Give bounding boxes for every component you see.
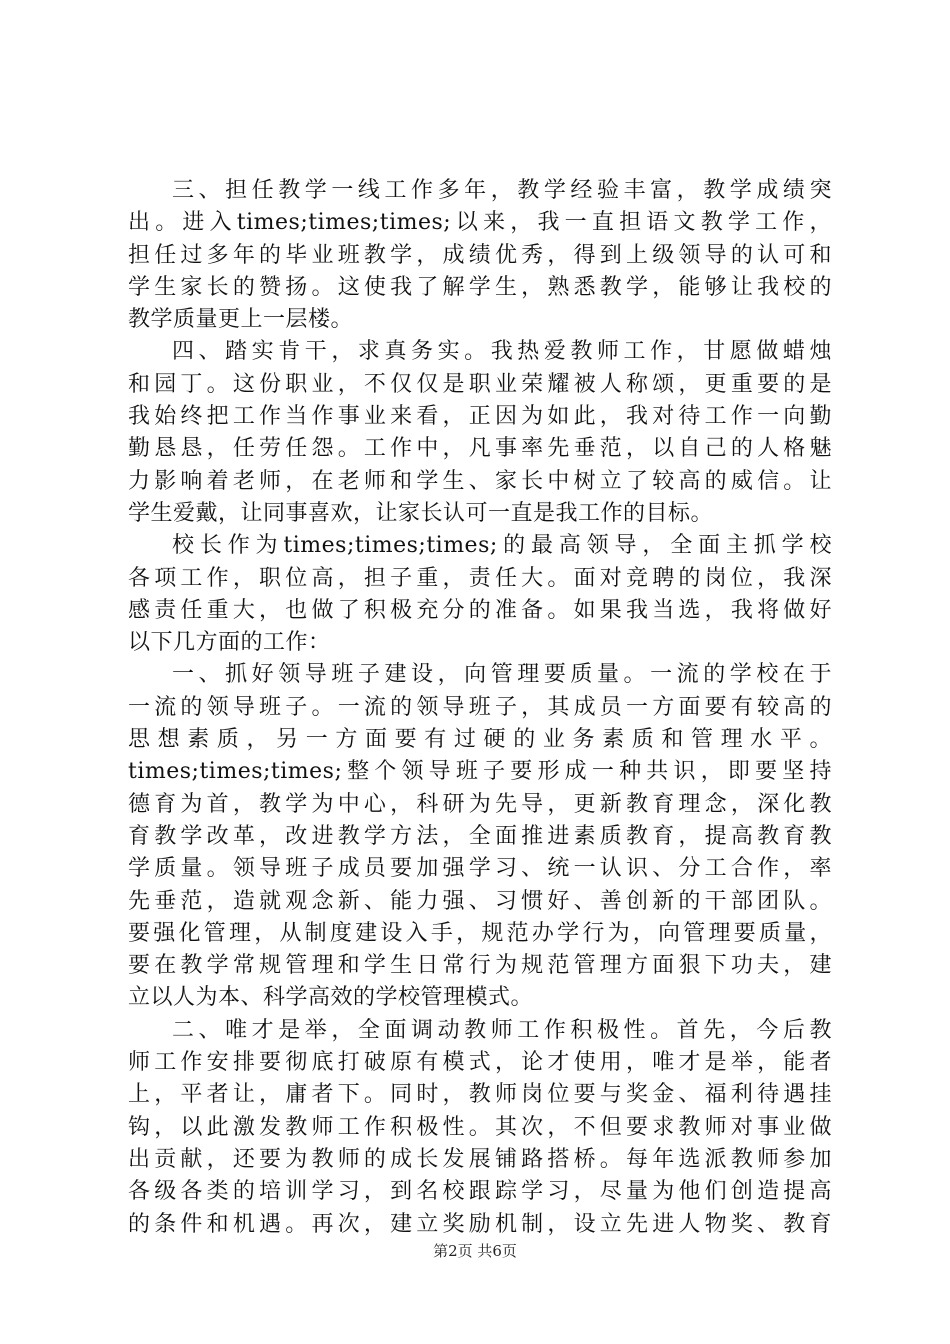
text-line: 教学质量更上一层楼。 bbox=[128, 307, 354, 333]
text-line: 思想素质，另一方面要有过硬的业务素质和管理水平。 bbox=[128, 727, 832, 753]
text-line: 学生家长的赞扬。这使我了解学生，熟悉教学，能够让我校的 bbox=[128, 274, 832, 300]
text-line: 一、抓好领导班子建设，向管理要质量。一流的学校在于 bbox=[172, 662, 832, 688]
text-line: 德育为首，教学为中心，科研为先导，更新教育理念，深化教 bbox=[128, 791, 832, 817]
text-line: 上，平者让，庸者下。同时，教师岗位要与奖金、福利待遇挂 bbox=[128, 1082, 832, 1108]
text-line: 力影响着老师，在老师和学生、家长中树立了较高的威信。让 bbox=[128, 468, 832, 494]
text-line: 各项工作，职位高，担子重，责任大。面对竞聘的岗位，我深 bbox=[128, 565, 832, 591]
text-line: 钩，以此激发教师工作积极性。其次，不但要求教师对事业做 bbox=[128, 1114, 832, 1140]
text-line: 担任过多年的毕业班教学，成绩优秀，得到上级领导的认可和 bbox=[128, 242, 832, 268]
text-line: 三、担任教学一线工作多年，教学经验丰富，教学成绩突 bbox=[172, 178, 832, 203]
text-line: 我始终把工作当作事业来看，正因为如此，我对待工作一向勤 bbox=[128, 404, 832, 430]
text-line: 出贡献，还要为教师的成长发展铺路搭桥。每年选派教师参加 bbox=[128, 1146, 832, 1172]
text-line: 校长作为times;times;times;的最高领导，全面主抓学校 bbox=[172, 533, 832, 559]
text-line: 立以人为本、科学高效的学校管理模式。 bbox=[128, 985, 534, 1011]
text-line: 要强化管理，从制度建设入手，规范办学行为，向管理要质量， bbox=[128, 920, 832, 946]
text-line: 学质量。领导班子成员要加强学习、统一认识、分工合作，率 bbox=[128, 856, 832, 882]
page-number-label: 第2页 共6页 bbox=[433, 1242, 517, 1260]
body-text bbox=[128, 175, 832, 1241]
text-line: 感责任重大，也做了积极充分的准备。如果我当选，我将做好 bbox=[128, 597, 832, 623]
text-line: 二、唯才是举，全面调动教师工作积极性。首先，今后教 bbox=[172, 1017, 832, 1043]
text-line: 学生爱戴，让同事喜欢，让家长认可一直是我工作的目标。 bbox=[128, 500, 714, 526]
text-line: 以下几方面的工作： bbox=[128, 630, 331, 656]
text-line: 各级各类的培训学习，到名校跟踪学习，尽量为他们创造提高 bbox=[128, 1179, 832, 1205]
text-line: 一流的领导班子。一流的领导班子，其成员一方面要有较高的 bbox=[128, 694, 832, 720]
text-line: 育教学改革，改进教学方法，全面推进素质教育，提高教育教 bbox=[128, 823, 832, 849]
text-line: 的条件和机遇。再次，建立奖励机制，设立先进人物奖、教育 bbox=[128, 1211, 832, 1237]
page-footer bbox=[0, 1241, 950, 1261]
text-line: 要在教学常规管理和学生日常行为规范管理方面狠下功夫，建 bbox=[128, 953, 832, 979]
text-line: 师工作安排要彻底打破原有模式，论才使用，唯才是举，能者 bbox=[128, 1050, 832, 1076]
text-line: 出。进入times;times;times;以来，我一直担语文教学工作， bbox=[128, 210, 832, 236]
text-line: 和园丁。这份职业，不仅仅是职业荣耀被人称颂，更重要的是 bbox=[128, 371, 832, 397]
text-line: 四、踏实肯干，求真务实。我热爱教师工作，甘愿做蜡烛 bbox=[172, 339, 832, 365]
text-line: times;times;times;整个领导班子要形成一种共识，即要坚持 bbox=[128, 759, 832, 785]
text-line: 勤恳恳，任劳任怨。工作中，凡事率先垂范，以自己的人格魅 bbox=[128, 436, 832, 462]
text-line: 先垂范，造就观念新、能力强、习惯好、善创新的干部团队。 bbox=[128, 888, 832, 914]
